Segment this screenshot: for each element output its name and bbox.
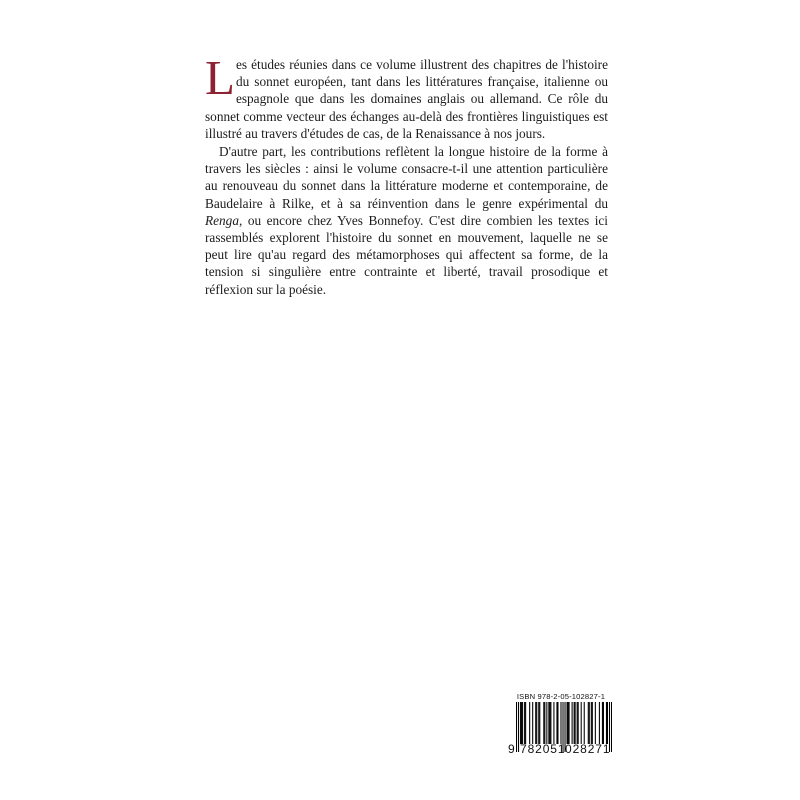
back-cover-text xyxy=(205,50,608,298)
barcode-bar xyxy=(516,702,517,752)
barcode-bar xyxy=(581,702,582,744)
barcode-digit-first: 9 xyxy=(508,742,515,756)
barcode-digits-right: 028271 xyxy=(565,742,611,756)
paragraph-2-text-start: D'autre part, les contributions reflètent la longue histoire de la forme à travers les siècles : ainsi le volume consacre-t-il une attention particulière au renouveau du sonnet dans la littérature moderne et contemporaine, de Baudelaire à Rilke, et à sa réinvention dans le genre expérimental du xyxy=(205,144,608,211)
barcode-bar xyxy=(560,702,561,744)
paragraph-1 xyxy=(205,50,608,142)
barcode-bar xyxy=(521,702,522,744)
barcode-bar xyxy=(536,702,537,744)
barcode-bar xyxy=(591,702,592,744)
barcode-bar xyxy=(589,702,590,744)
barcode-bar xyxy=(518,702,519,752)
drop-cap-letter: L xyxy=(205,50,235,105)
barcode-bar xyxy=(567,702,568,744)
barcode-bar xyxy=(569,702,570,744)
barcode-bar xyxy=(535,702,536,744)
barcode-bar xyxy=(588,702,589,744)
barcode-bar xyxy=(538,702,539,744)
barcode-digits-left: 782051 xyxy=(520,742,566,756)
barcode-bar xyxy=(524,702,525,744)
barcode-bar xyxy=(522,702,523,744)
barcode-bar xyxy=(602,702,603,744)
barcode-bar xyxy=(539,702,540,744)
barcode-bar xyxy=(577,702,578,744)
barcode-bar xyxy=(572,702,573,744)
barcode-bar xyxy=(550,702,551,744)
barcode-bar xyxy=(532,702,533,744)
barcode-bar xyxy=(548,702,549,744)
barcode-bar xyxy=(544,702,545,744)
renga-italic-term: Renga xyxy=(205,212,239,228)
barcode-bar xyxy=(584,702,585,744)
isbn-barcode-block xyxy=(508,692,614,762)
barcode-bar xyxy=(578,702,579,744)
barcode-bar xyxy=(553,702,554,744)
barcode-bar xyxy=(603,702,604,744)
barcode-bar xyxy=(529,702,530,744)
barcode-bar xyxy=(607,702,608,744)
barcode-bar xyxy=(574,702,575,744)
paragraph-1-text: es études réunies dans ce volume illustrent des chapitres de l'histoire du sonnet européen, tant dans les littératures française, italienne ou espagnole que dans les domaines anglais ou allemand. Ce rôle du sonnet comme vecteur des échanges au-delà des frontières linguistiques est illustré au travers d'études de cas, de la Renaissance à nos jours. xyxy=(205,57,608,141)
barcode-bar xyxy=(549,702,550,744)
paragraph-2 xyxy=(205,143,608,298)
barcode-bar xyxy=(568,702,569,744)
barcode-bar xyxy=(556,702,557,744)
barcode-bar xyxy=(595,702,596,744)
paragraph-2-text-end: , ou encore chez Yves Bonnefoy. C'est dire combien les textes ici rassemblés explorent l'histoire du sonnet en mouvement, laquelle ne se peut lire qu'au regard des métamorphoses qui affectent sa forme, de la tension si singulière entre contrainte et liberté, travail prosodique et réflexion sur la poésie. xyxy=(205,212,608,297)
barcode-bar xyxy=(546,702,547,744)
barcode-bar xyxy=(575,702,576,744)
barcode-bar xyxy=(606,702,607,744)
barcode-bar xyxy=(525,702,526,744)
barcode-bar xyxy=(557,702,558,744)
barcode-bar xyxy=(611,702,612,752)
isbn-label: ISBN 978-2-05-102827-1 xyxy=(516,692,606,701)
barcode-bar xyxy=(592,702,593,744)
barcode-bar xyxy=(543,702,544,744)
barcode-bar xyxy=(599,702,600,744)
barcode-bar xyxy=(520,702,521,744)
